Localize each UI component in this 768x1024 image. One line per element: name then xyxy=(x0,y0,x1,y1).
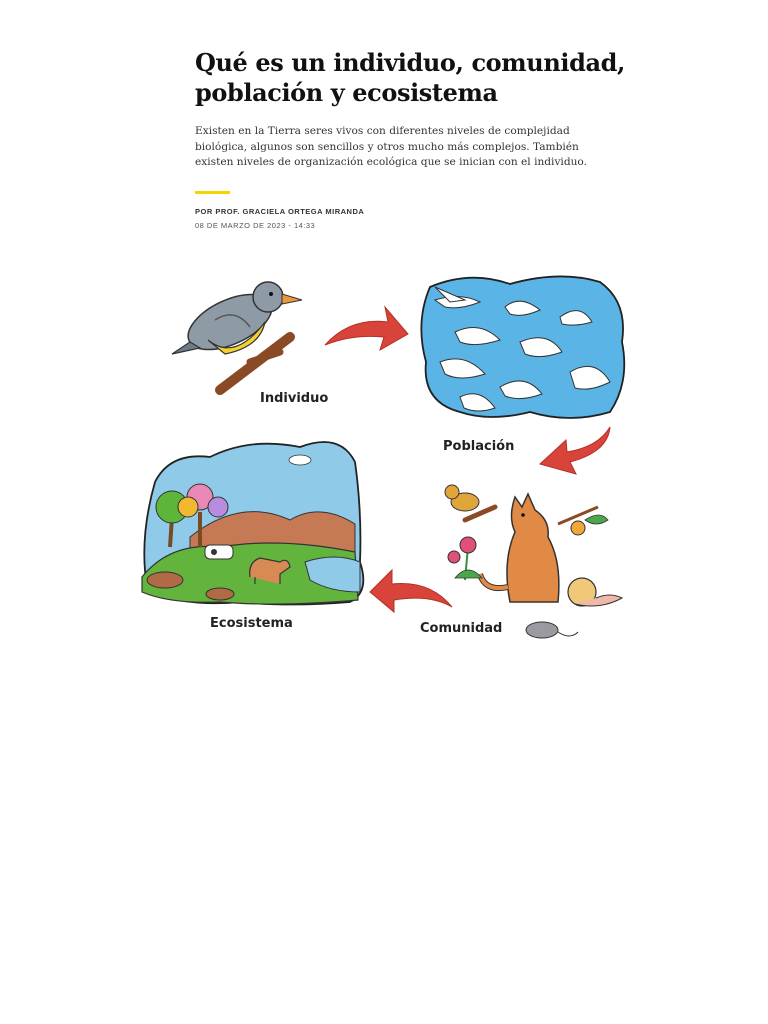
title-line-2: población y ecosistema xyxy=(195,78,498,107)
arrow-individuo-to-poblacion xyxy=(325,307,408,350)
population-doves-illustration xyxy=(421,276,624,418)
accent-divider xyxy=(195,191,230,194)
title-line-1: Qué es un individuo, comunidad, xyxy=(195,48,625,77)
article-lead: Existen en la Tierra seres vivos con diferentes niveles de complejidad biológica, algunos son sencillos y otros mucho más complejos. También existen niveles de organización ecológica que se inician con el individuo. xyxy=(195,125,587,168)
ecosystem-landscape-illustration xyxy=(142,442,363,605)
author-byline[interactable]: POR PROF. GRACIELA ORTEGA MIRANDA xyxy=(195,206,365,216)
arrow-poblacion-to-comunidad xyxy=(540,427,610,474)
article-header xyxy=(195,48,625,230)
publish-date: 08 DE MARZO DE 2023 - 14:33 xyxy=(195,220,316,230)
arrow-comunidad-to-ecosistema xyxy=(370,570,452,612)
label-ecosistema: Ecosistema xyxy=(210,616,293,631)
ecology-levels-illustration xyxy=(130,262,640,652)
page-title xyxy=(195,48,625,108)
individual-bird-illustration xyxy=(172,282,302,390)
label-poblacion: Población xyxy=(443,439,515,454)
label-comunidad: Comunidad xyxy=(420,621,503,636)
community-animals-illustration xyxy=(445,485,622,638)
label-individuo: Individuo xyxy=(260,391,329,406)
